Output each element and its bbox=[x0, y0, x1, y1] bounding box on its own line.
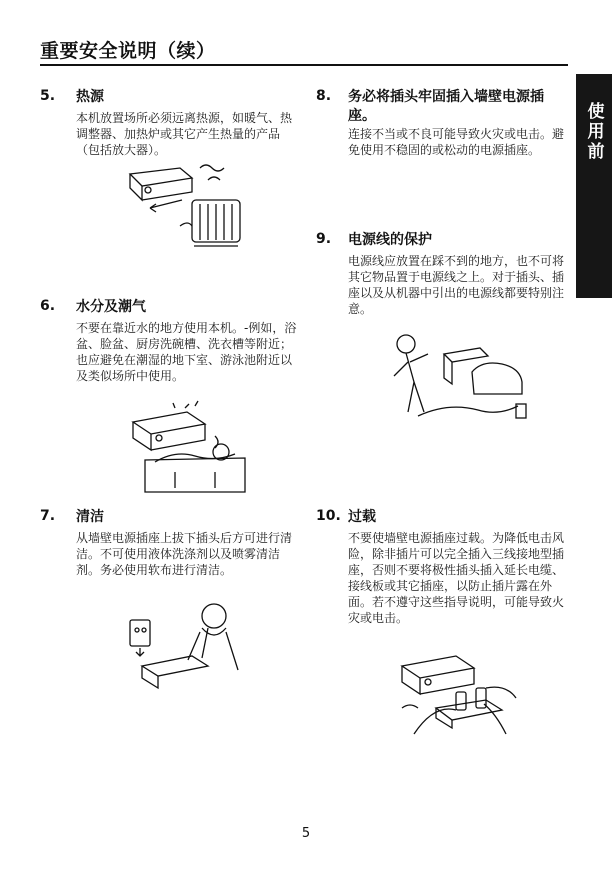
section-number: 5. bbox=[40, 88, 56, 104]
section-body: 连接不当或不良可能导致火灾或电击。避免使用不稳固的或松动的电源插座。 bbox=[348, 127, 565, 157]
section-power-cord bbox=[316, 231, 572, 331]
heat-source-illustration bbox=[120, 160, 250, 250]
side-tab-label: 使用前 bbox=[583, 102, 604, 162]
section-heading: 清洁 bbox=[76, 509, 104, 525]
section-heading: 务必将插头牢固插入墙壁电源插座。 bbox=[348, 89, 544, 124]
overload-illustration bbox=[396, 648, 526, 740]
page-title: 重要安全说明（续） bbox=[40, 40, 216, 62]
section-body: 从墙壁电源插座上拔下插头后方可进行清洁。不可使用液体洗涤剂以及喷雾清洁剂。务必使用软布进行清洁。 bbox=[76, 531, 293, 577]
section-heading: 热源 bbox=[76, 89, 104, 105]
section-heading: 过载 bbox=[348, 509, 376, 525]
section-number: 10. bbox=[316, 508, 341, 524]
water-moisture-illustration bbox=[125, 400, 255, 495]
section-plug-insertion bbox=[316, 88, 564, 208]
section-number: 6. bbox=[40, 298, 56, 314]
section-cleaning bbox=[40, 508, 300, 598]
section-body: 本机放置场所必须远离热源，如暖气、热调整器、加热炉或其它产生热量的产品（包括放大器）。 bbox=[76, 111, 293, 157]
section-overload bbox=[316, 508, 572, 648]
section-number: 9. bbox=[316, 231, 332, 247]
side-tab bbox=[576, 74, 612, 298]
section-body: 不要在靠近水的地方使用本机。-例如，浴盆、脸盆、厨房洗碗槽、洗衣槽等附近；也应避免在潮湿的地下室、游泳池附近以及类似场所中使用。 bbox=[76, 321, 297, 383]
section-body: 不要使墙壁电源插座过载。为降低电击风险，除非插片可以完全插入三线接地型插座，否则不要将极性插头插入延长电缆、接线板或其它插座，以防止插片露在外面。若不遵守这些指导说明，可能导致火灾或电击。 bbox=[348, 531, 565, 625]
section-heat-source bbox=[40, 88, 300, 168]
section-water-moisture bbox=[40, 298, 300, 408]
section-number: 8. bbox=[316, 88, 332, 104]
title-divider bbox=[40, 64, 568, 66]
section-heading: 水分及潮气 bbox=[76, 299, 146, 315]
power-cord-illustration bbox=[388, 332, 533, 424]
section-number: 7. bbox=[40, 508, 56, 524]
cleaning-illustration bbox=[122, 598, 252, 690]
page-number: 5 bbox=[301, 826, 311, 841]
section-body: 电源线应放置在踩不到的地方，也不可将其它物品置于电源线之上。对于插头、插座以及从机器中引出的电源线都要特别注意。 bbox=[348, 254, 565, 316]
section-heading: 电源线的保护 bbox=[348, 232, 432, 248]
